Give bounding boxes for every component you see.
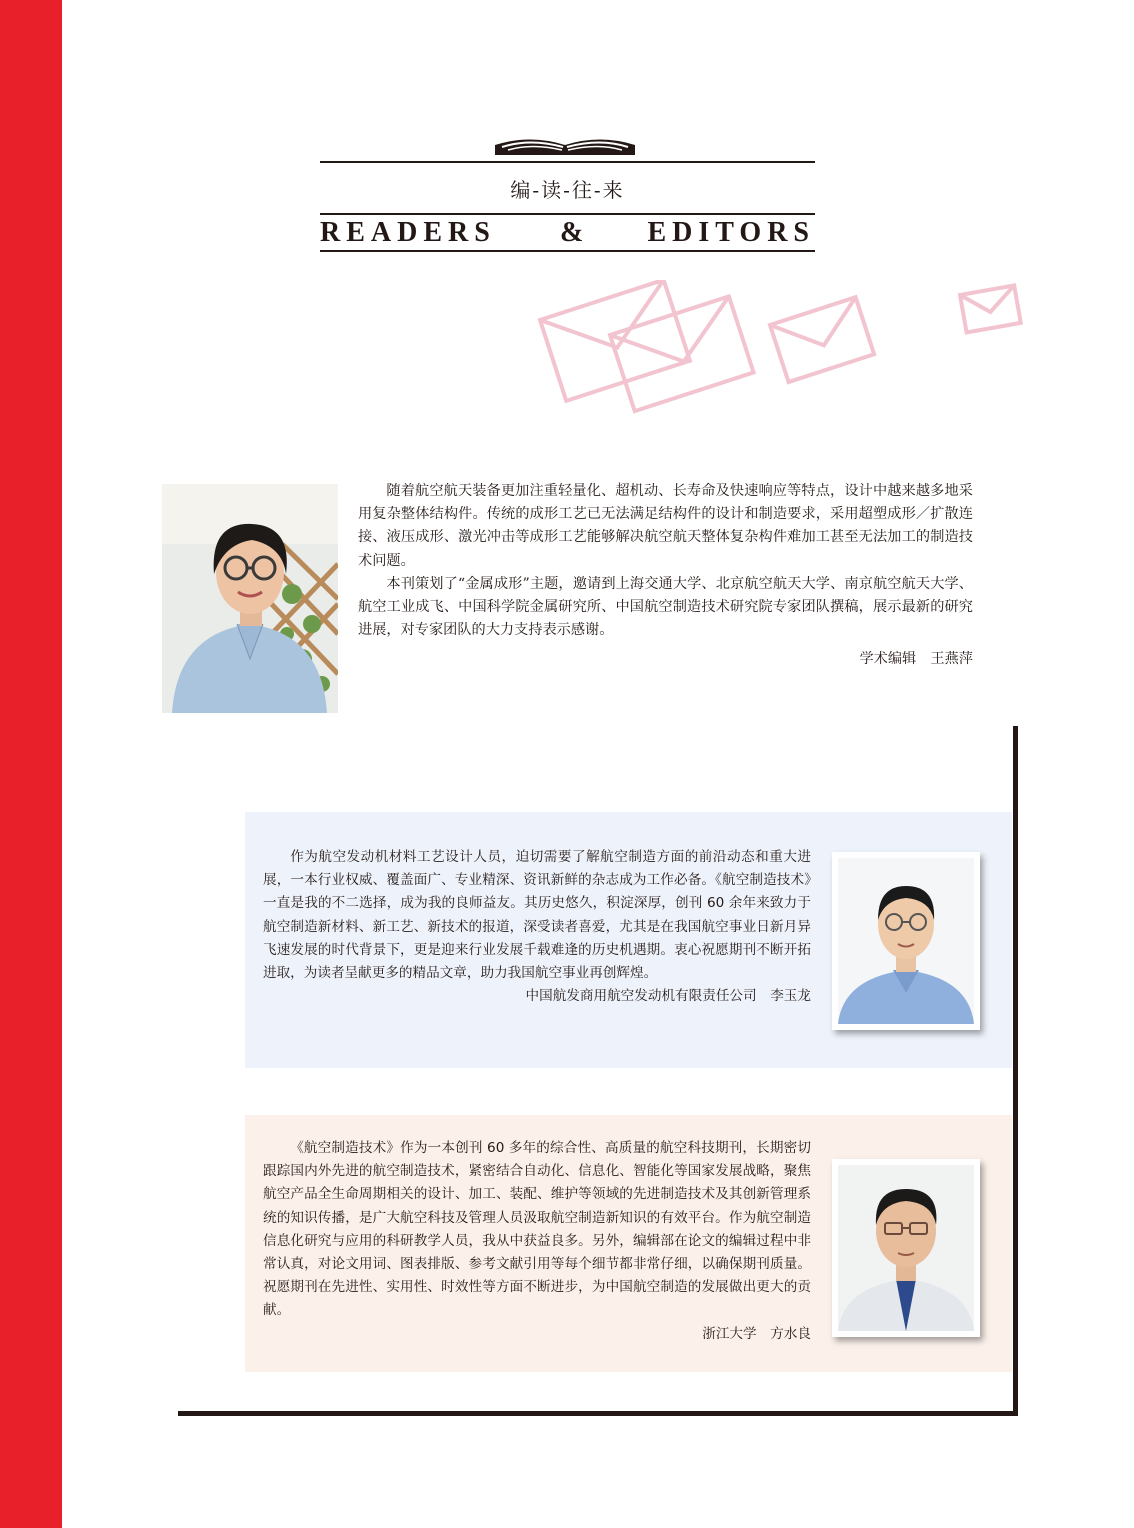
red-margin-bar bbox=[0, 0, 62, 1528]
reader-letter bbox=[245, 812, 1012, 1068]
letter-signature: 浙江大学 方水良 bbox=[702, 1325, 811, 1342]
header-rule-top bbox=[320, 161, 815, 163]
frame-line-bottom bbox=[178, 1411, 1018, 1416]
reader-photo bbox=[832, 852, 980, 1030]
editor-paragraph: 本刊策划了“金属成形”主题，邀请到上海交通大学、北京航空航天大学、南京航空航天大学、航空工业成飞、中国科学院金属研究所、中国航空制造技术研究院专家团队撰稿，展示最新的研究进展，对专家团队的大力支持表示感谢。 bbox=[358, 575, 973, 639]
header-rule-bottom bbox=[320, 250, 815, 252]
section-title-word: & bbox=[559, 217, 584, 248]
letter-body bbox=[263, 846, 811, 1008]
editor-note bbox=[358, 480, 973, 672]
editor-photo bbox=[162, 484, 338, 713]
section-title-word: EDITORS bbox=[647, 217, 815, 248]
editor-signature: 学术编辑 王燕萍 bbox=[859, 651, 973, 668]
header-rule-mid bbox=[320, 213, 815, 215]
envelopes-decoration bbox=[530, 280, 1030, 450]
open-book-icon bbox=[490, 128, 640, 158]
letter-paragraph: 作为航空发动机材料工艺设计人员，迫切需要了解航空制造方面的前沿动态和重大进展，一本行业权威、覆盖面广、专业精深、资讯新鲜的杂志成为工作必备。《航空制造技术》一直是我的不二选择，成为我的良师益友。其历史悠久，积淀深厚，创刊 60 余年来致力于航空制造新材料、新工艺、新技术的报道，深受读者喜爱，尤其是在我国航空事业日新月异飞速发展的时代背景下，更是迎来行业发展千载难逢的历史机遇期。衷心祝愿期刊不断开拓进取，为读者呈献更多的精品文章，助力我国航空事业再创辉煌。 bbox=[263, 849, 811, 982]
letter-paragraph: 《航空制造技术》作为一本创刊 60 多年的综合性、高质量的航空科技期刊，长期密切跟踪国内外先进的航空制造技术，紧密结合自动化、信息化、智能化等国家发展战略，聚焦航空产品全生命周期相关的设计、加工、装配、维护等领域的先进制造技术及其创新管理系统的知识传播，是广大航空科技及管理人员汲取航空制造新知识的有效平台。作为航空制造信息化研究与应用的科研教学人员，我从中获益良多。另外，编辑部在论文的编辑过程中非常认真，对论文用词、图表排版、参考文献引用等每个细节都非常仔细，以确保期刊质量。祝愿期刊在先进性、实用性、时效性等方面不断进步，为中国航空制造的发展做出更大的贡献。 bbox=[263, 1140, 811, 1319]
reader-letter bbox=[245, 1115, 1012, 1372]
section-title-cn: 编-读-往-来 bbox=[510, 178, 625, 202]
editor-paragraph: 随着航空航天装备更加注重轻量化、超机动、长寿命及快速响应等特点，设计中越来越多地采用复杂整体结构件。传统的成形工艺已无法满足结构件的设计和制造要求，采用超塑成形／扩散连接、液压成形、激光冲击等成形工艺能够解决航空航天整体复杂构件难加工甚至无法加工的制造技术问题。 bbox=[358, 483, 973, 569]
letter-body bbox=[263, 1137, 811, 1346]
section-title-word: READERS bbox=[320, 217, 496, 248]
frame-line-right bbox=[1013, 726, 1018, 1416]
section-title-en bbox=[320, 218, 815, 248]
letter-signature: 中国航发商用航空发动机有限责任公司 李玉龙 bbox=[525, 988, 811, 1005]
reader-photo bbox=[832, 1159, 980, 1337]
